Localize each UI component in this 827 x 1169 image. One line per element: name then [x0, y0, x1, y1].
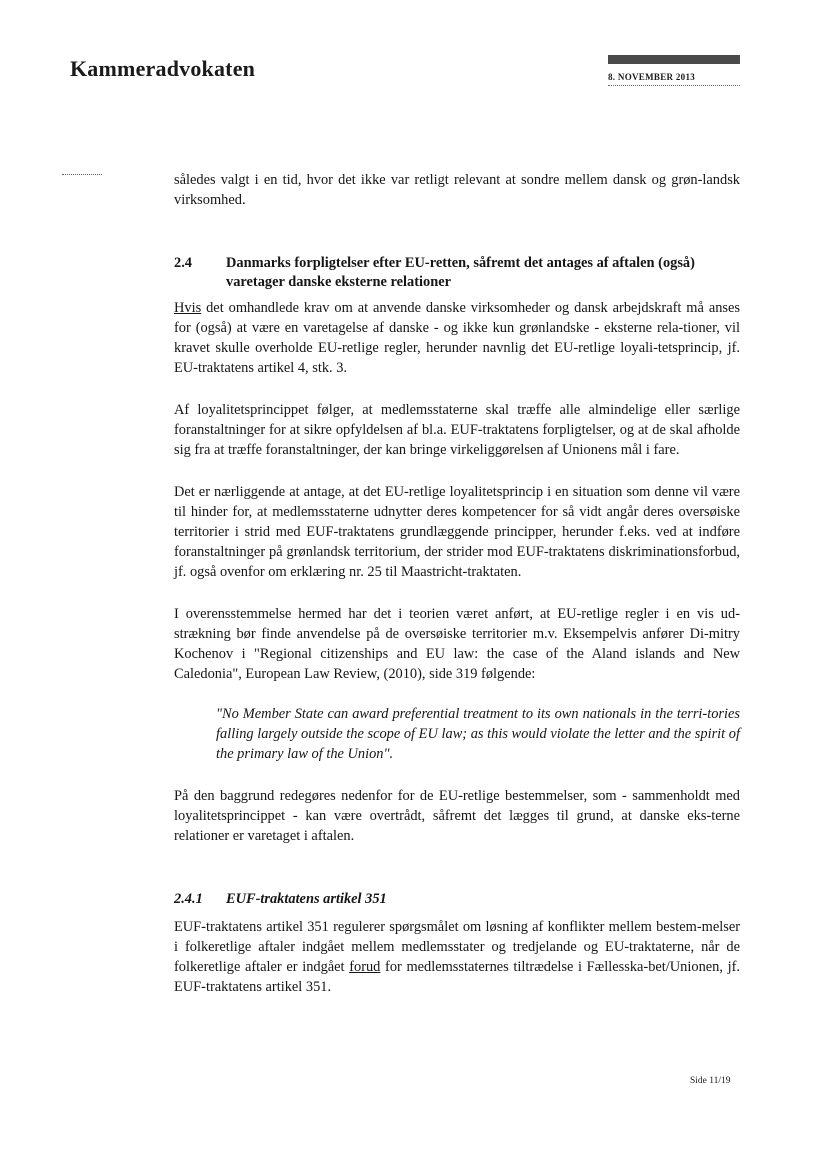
paragraph-4: I overensstemmelse hermed har det i teorien været anført, at EU-retlige regler i en vis ud-strækning bør finde anvendelse på de oversøiske territorier m.v. Eksempelvis anfører Di-mitry Kochenov i "Regional citizenships and EU law: the case of the Aland islands and New Caledonia", European Law Review, (2010), side 319 følgende: [174, 606, 740, 682]
document-date: 8. NOVEMBER 2013 [608, 72, 696, 82]
date-rule [608, 85, 740, 86]
section-title: Danmarks forpligtelser efter EU-retten, såfremt det antages af aftalen (også) varetager danske eksterne relationer [226, 255, 695, 290]
subsection-number: 2.4.1 [174, 891, 203, 907]
section-number: 2.4 [174, 255, 192, 271]
paragraph-1-text: det omhandlede krav om at anvende danske virksomheder og dansk arbejdskraft må anses for (også) at være en varetagelse af danske - og ikke kun grønlandske - eksterne rela-tioner, vil kravet skulle overholde EU-retlige regler, herunder navnlig det EU-retlige loyali-tetsprincip, jf. EU-traktatens artikel 4, stk. 3. [174, 300, 740, 376]
section-heading-2-4 [174, 254, 740, 292]
block-quote: "No Member State can award preferential treatment to its own nationals in the terri-tories falling largely outside the scope of EU law; as this would violate the letter and the spirit of the primary law of the Union". [216, 706, 740, 762]
section-heading-2-4-1 [174, 890, 740, 909]
brand-title: Kammeradvokaten [70, 56, 256, 81]
paragraph-5: På den baggrund redegøres nedenfor for de EU-retlige bestemmelser, som - sammenholdt med loyalitetsprincippet - kan være overtrådt, såfremt det lægges til grund, at danske eks-terne relationer er varetaget i aftalen. [174, 788, 740, 844]
underlined-word: Hvis [174, 300, 202, 316]
paragraph-2: Af loyalitetsprincippet følger, at medlemsstaterne skal træffe alle almindelige eller særlige foranstaltninger for at sikre opfyldelsen af bl.a. EUF-traktatens forpligtelser, og at de skal afholde sig fra at træffe foranstaltninger, der kan bringe virkeliggørelsen af Unionens mål i fare. [174, 402, 740, 458]
paragraph-6-text-a: EUF-traktatens artikel 351 regulerer spørgsmålet om løsning af konflikter mellem bestem-melser i folkeretlige aftaler indgået mellem medlemsstater og tredjelande og EU-traktaterne, når de folkeretlige aftaler er indgået [174, 919, 740, 975]
paragraph-1 [174, 298, 740, 378]
subsection-title: EUF-traktatens artikel 351 [226, 891, 387, 907]
paragraph-3: Det er nærliggende at antage, at det EU-retlige loyalitetsprincip i en situation som denne vil være til hinder for, at medlemsstaterne udnytter deres kompetencer for så vidt angår deres oversøiske territorier i strid med EUF-traktatens grundlæggende principper, herunder f.eks. ved at indføre foranstaltninger på grønlandsk territorium, der strider mod EUF-traktatens diskriminationsforbud, jf. også ovenfor om erklæring nr. 25 til Maastricht-traktaten. [174, 484, 740, 580]
underlined-word: forud [349, 959, 381, 975]
date-bar [608, 55, 740, 64]
margin-rule [62, 174, 102, 175]
date-block [608, 55, 740, 86]
document-body [174, 170, 740, 997]
paragraph-6-text-b: for medlemsstaternes tiltrædelse i Fællesska-bet/Unionen, jf. EUF-traktatens artikel 351. [174, 959, 740, 995]
intro-paragraph: således valgt i en tid, hvor det ikke var retligt relevant at sondre mellem dansk og grøn-landsk virksomhed. [174, 172, 740, 208]
page-number: Side 11/19 [690, 1076, 731, 1086]
paragraph-6 [174, 917, 740, 997]
